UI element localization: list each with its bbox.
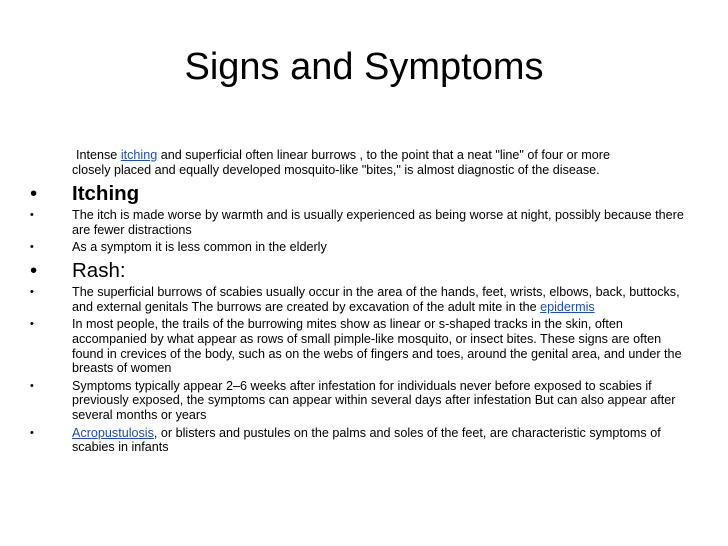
list-item — [30, 426, 694, 455]
bullet-large: • — [30, 259, 38, 283]
list-item — [30, 208, 694, 237]
list-item — [30, 379, 694, 423]
acropustulosis-link[interactable]: Acropustulosis — [72, 425, 154, 440]
slide-title: Signs and Symptoms — [184, 46, 544, 88]
itching-link[interactable]: itching — [120, 148, 158, 162]
list-item — [30, 240, 694, 255]
epidermis-link[interactable]: epidermis — [540, 299, 595, 314]
bullet-small: • — [30, 209, 34, 221]
heading-rash: Rash: — [72, 259, 126, 283]
item-text: The itch is made worse by warmth and is usually experienced as being worse at night, possibly because there are fewer distractions — [72, 208, 684, 237]
list-item — [30, 317, 694, 375]
heading-itching: Itching — [72, 182, 140, 205]
bullet-large: • — [30, 182, 38, 205]
list-item — [30, 285, 694, 314]
intro-text-post: and superficial often linear burrows , to the point that a neat "line" of four or more — [157, 148, 610, 162]
intro-line-2: closely placed and equally developed mosquito-like "bites," is almost diagnostic of the disease. — [72, 163, 600, 177]
item-text: , or blisters and pustules on the palms and soles of the feet, are characteristic symptoms of scabies in infants — [72, 425, 661, 455]
intro-line-1 — [72, 148, 694, 163]
section-heading-itching — [30, 181, 694, 207]
bullet-small: • — [30, 379, 34, 392]
item-text: The superficial burrows of scabies usually occur in the area of the hands, feet, wrists, elbows, back, buttocks, and external genitals The burrows are created by excavation of the adult mite in the — [72, 285, 680, 314]
bullet-small: • — [30, 318, 34, 331]
bullet-small: • — [30, 426, 34, 439]
intro-paragraph — [72, 148, 694, 178]
bullet-small: • — [30, 241, 34, 254]
slide-content — [30, 148, 694, 458]
item-text-block — [72, 285, 694, 314]
bullet-small: • — [30, 286, 34, 299]
item-text: In most people, the trails of the burrowing mites show as linear or s-shaped tracks in the skin, often accompanied by what appear as rows of small pimple-like mosquito, or insect bites. These signs are often found in crevices of the body, such as on the webs of fingers and toes, around the genital area, and under the breasts of women — [72, 317, 682, 376]
item-text: As a symptom it is less common in the elderly — [72, 240, 327, 255]
item-text-block — [72, 426, 694, 455]
section-heading-rash — [30, 258, 694, 284]
item-text: Symptoms typically appear 2–6 weeks after infestation for individuals never before exposed to scabies if previously exposed, the symptoms can appear within several days after infestation But can also appear after several months or years — [72, 378, 676, 422]
intro-text-pre: Intense — [76, 148, 121, 162]
